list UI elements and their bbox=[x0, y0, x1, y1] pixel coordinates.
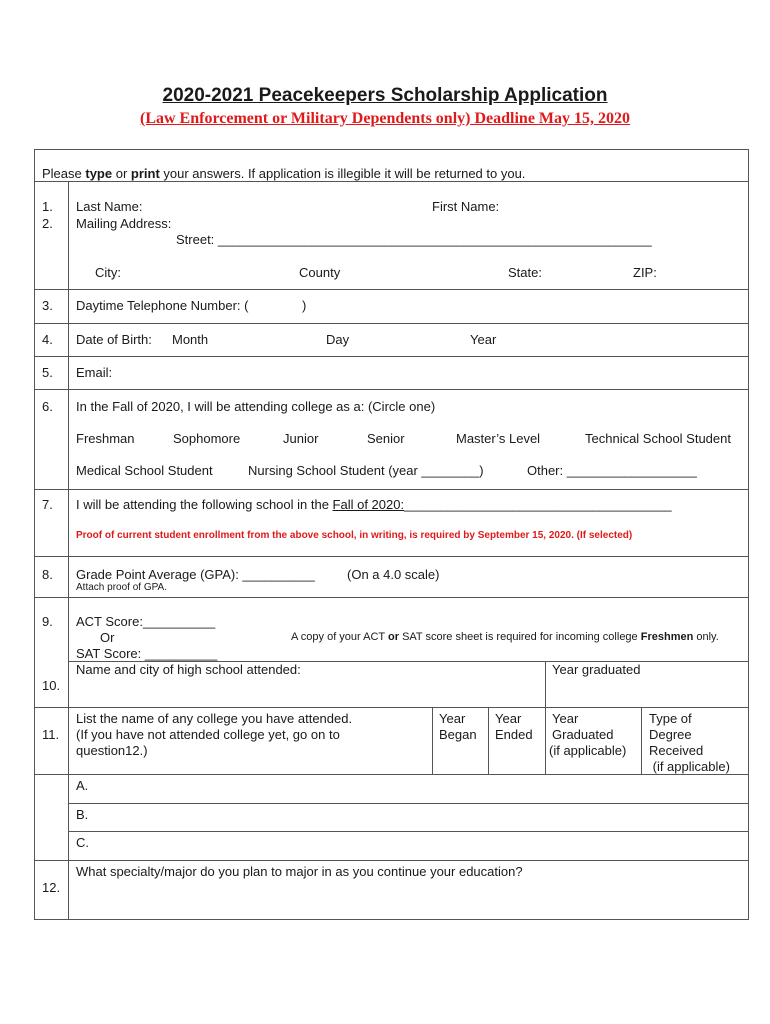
high-school-year-graduated-field[interactable]: Year graduated bbox=[552, 662, 641, 677]
question-number: 2. bbox=[42, 216, 53, 231]
option-junior[interactable]: Junior bbox=[283, 431, 319, 446]
question-number: 12. bbox=[42, 880, 61, 895]
enrollment-proof-note: Proof of current student enrollment from the above school, in writing, is required by September 15, 2020. (If selected) bbox=[76, 530, 633, 541]
year-ended-header: Ended bbox=[495, 727, 533, 742]
birth-year-field[interactable]: Year bbox=[470, 332, 497, 347]
row-divider bbox=[34, 389, 749, 390]
college-level-question: In the Fall of 2020, I will be attending college as a: (Circle one) bbox=[76, 399, 436, 414]
instructions-text: your answers. If application is illegible it will be returned to you. bbox=[159, 166, 526, 181]
fall-2020-text: Fall of 2020: bbox=[332, 497, 405, 512]
question-number: 10. bbox=[42, 678, 61, 693]
option-masters[interactable]: Master’s Level bbox=[456, 431, 541, 446]
score-note-or: or bbox=[388, 631, 400, 643]
instructions-type-word: type bbox=[85, 166, 113, 181]
row-divider bbox=[68, 803, 749, 804]
gpa-scale-note: (On a 4.0 scale) bbox=[347, 567, 440, 582]
act-score-field[interactable]: ACT Score:__________ bbox=[76, 614, 216, 629]
question-number: 5. bbox=[42, 365, 53, 380]
row-divider bbox=[34, 774, 749, 775]
state-field[interactable]: State: bbox=[508, 265, 542, 280]
option-technical-school[interactable]: Technical School Student bbox=[585, 431, 731, 446]
option-freshman[interactable]: Freshman bbox=[76, 431, 135, 446]
form-title: 2020-2021 Peacekeepers Scholarship Application bbox=[162, 85, 608, 106]
school-attending-label: I will be attending the following school in the bbox=[76, 497, 333, 512]
score-note-text: SAT score sheet is required for incoming college bbox=[399, 631, 641, 643]
college-row-a[interactable]: A. bbox=[76, 778, 89, 793]
col-divider bbox=[641, 707, 642, 774]
year-graduated-header: Graduated bbox=[552, 727, 614, 742]
year-graduated-header: (if applicable) bbox=[549, 743, 627, 758]
col-divider bbox=[432, 707, 433, 774]
row-divider bbox=[34, 489, 749, 490]
year-began-header: Year bbox=[439, 711, 466, 726]
instructions-text: or bbox=[112, 166, 131, 181]
degree-type-header: (if applicable) bbox=[649, 759, 730, 774]
question-number: 6. bbox=[42, 399, 53, 414]
row-divider bbox=[34, 556, 749, 557]
row-divider bbox=[34, 597, 749, 598]
college-list-label-line: (If you have not attended college yet, go on to bbox=[76, 727, 340, 742]
sat-score-field[interactable]: SAT Score: __________ bbox=[76, 646, 218, 661]
question-number: 4. bbox=[42, 332, 53, 347]
gpa-field[interactable]: Grade Point Average (GPA): __________ bbox=[76, 567, 315, 582]
college-row-c[interactable]: C. bbox=[76, 835, 89, 850]
email-field[interactable]: Email: bbox=[76, 365, 113, 380]
school-attending-field[interactable] bbox=[76, 497, 672, 513]
telephone-close-paren: ) bbox=[302, 298, 307, 313]
degree-type-header: Degree bbox=[649, 727, 692, 742]
row-divider bbox=[34, 289, 749, 290]
gpa-proof-note: Attach proof of GPA. bbox=[76, 582, 167, 593]
degree-type-header: Received bbox=[649, 743, 704, 758]
option-senior[interactable]: Senior bbox=[367, 431, 405, 446]
college-list-label-line: question12.) bbox=[76, 743, 148, 758]
birth-day-field[interactable]: Day bbox=[326, 332, 350, 347]
col-divider bbox=[545, 707, 546, 774]
specialty-major-field[interactable]: What specialty/major do you plan to major in as you continue your education? bbox=[76, 864, 523, 879]
row-divider bbox=[34, 323, 749, 324]
row-divider bbox=[68, 831, 749, 832]
col-divider bbox=[545, 661, 546, 707]
birth-month-field[interactable]: Month bbox=[172, 332, 209, 347]
question-number: 9. bbox=[42, 614, 53, 629]
option-other[interactable]: Other: __________________ bbox=[527, 463, 697, 478]
college-row-b[interactable]: B. bbox=[76, 807, 89, 822]
question-number: 3. bbox=[42, 298, 53, 313]
zip-field[interactable]: ZIP: bbox=[633, 265, 657, 280]
last-name-field[interactable]: Last Name: bbox=[76, 199, 143, 214]
city-field[interactable]: City: bbox=[95, 265, 121, 280]
option-nursing-school[interactable]: Nursing School Student (year ________) bbox=[248, 463, 484, 478]
year-ended-header: Year bbox=[495, 711, 522, 726]
instructions bbox=[42, 166, 525, 182]
college-list-label-line: List the name of any college you have attended. bbox=[76, 711, 353, 726]
instructions-print-word: print bbox=[130, 166, 160, 181]
table-border-right bbox=[748, 149, 749, 920]
score-note-text: A copy of your ACT bbox=[291, 631, 389, 643]
school-attending-blank[interactable]: _____________________________________ bbox=[404, 497, 672, 512]
score-note-text: only. bbox=[693, 631, 719, 643]
row-divider bbox=[34, 860, 749, 861]
question-number: 8. bbox=[42, 567, 53, 582]
number-column-divider bbox=[68, 181, 69, 920]
degree-type-header: Type of bbox=[649, 711, 692, 726]
question-number: 11. bbox=[42, 727, 60, 742]
option-medical-school[interactable]: Medical School Student bbox=[76, 463, 213, 478]
option-sophomore[interactable]: Sophomore bbox=[173, 431, 241, 446]
or-label: Or bbox=[100, 630, 115, 645]
form-subtitle: (Law Enforcement or Military Dependents only) Deadline May 15, 2020 bbox=[139, 110, 631, 127]
table-border-top bbox=[34, 149, 749, 150]
row-divider bbox=[34, 356, 749, 357]
question-number: 7. bbox=[42, 497, 53, 512]
high-school-field[interactable]: Name and city of high school attended: bbox=[76, 662, 301, 677]
table-border-left bbox=[34, 149, 35, 920]
mailing-address-label: Mailing Address: bbox=[76, 216, 172, 231]
year-began-header: Began bbox=[439, 727, 477, 742]
col-divider bbox=[488, 707, 489, 774]
street-field[interactable]: Street: ____________________________________________________________ bbox=[176, 232, 652, 247]
score-sheet-note bbox=[291, 631, 719, 644]
table-border-bottom bbox=[34, 919, 749, 920]
first-name-field[interactable]: First Name: bbox=[432, 199, 500, 214]
telephone-field[interactable]: Daytime Telephone Number: ( bbox=[76, 298, 249, 313]
date-of-birth-label: Date of Birth: bbox=[76, 332, 152, 347]
instructions-text: Please bbox=[42, 166, 86, 181]
score-note-freshmen: Freshmen bbox=[640, 631, 694, 643]
question-number: 1. bbox=[42, 199, 53, 214]
year-graduated-header: Year bbox=[552, 711, 579, 726]
county-field[interactable]: County bbox=[299, 265, 341, 280]
